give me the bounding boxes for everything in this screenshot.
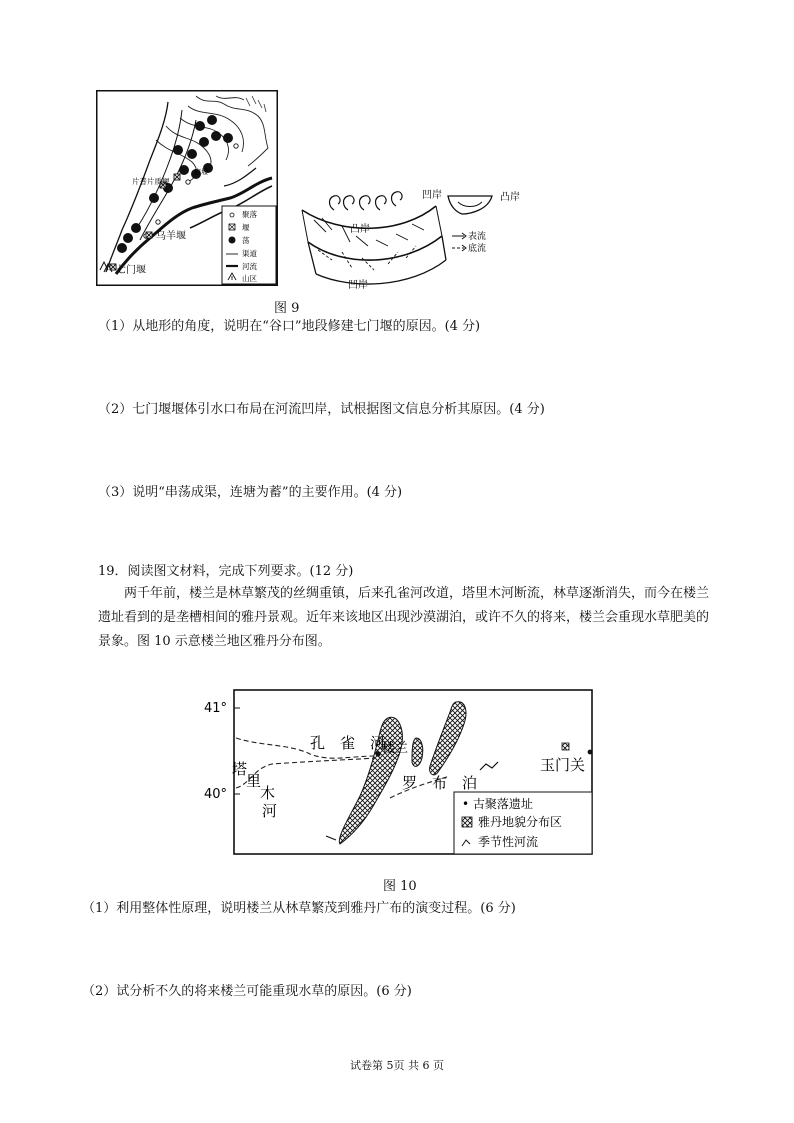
label-flow-bottom: 底流	[468, 244, 487, 254]
q18-sub1: （1）从地形的角度，说明在“谷口”地段修建七门堰的原因。(4 分)	[98, 319, 481, 334]
svg-text:聚落: 聚落	[242, 210, 257, 219]
q19-sub1: （1）利用整体性原理，说明楼兰从林草繁茂到雅丹广布的演变过程。(6 分)	[82, 901, 516, 916]
label-kongque: 孔 雀 河	[310, 734, 386, 752]
svg-text:渠道: 渠道	[242, 249, 257, 258]
label-yumenguan: 玉门关	[540, 756, 586, 774]
label-aobian-left: 凹岸	[422, 190, 442, 201]
label-talimu-4: 河	[262, 802, 278, 820]
svg-text:山区: 山区	[242, 274, 257, 283]
label-aobian-bottom: 凹岸	[348, 280, 368, 291]
label-talimu-3: 木	[260, 784, 276, 802]
q19-sub2: （2）试分析不久的将来楼兰可能重现水草的原因。(6 分)	[82, 984, 412, 999]
q18-sub2: （2）七门堰堰体引水口布局在河流凹岸，试根据图文信息分析其原因。(4 分)	[98, 402, 545, 417]
q19-paragraph: 两千年前，楼兰是林草繁茂的丝绸重镇，后来孔雀河改道，塔里木河断流，林草逐渐消失，而今在楼兰遗址看到的是垄槽相间的雅丹景观。近年来该地区出现沙漠湖泊，或许不久的将来，楼兰会重现水草肥美的景象。图 10 示意楼兰地区雅丹分布图。	[98, 586, 710, 649]
label-fudong: 府堰	[194, 168, 208, 176]
label-luobupo: 罗 布 泊	[402, 774, 478, 792]
label-tubian-top: 凸岸	[350, 224, 370, 235]
svg-text:河流: 河流	[242, 262, 257, 271]
label-pianchao: 片普片质堰	[132, 177, 170, 186]
svg-text:雅丹地貌分布区: 雅丹地貌分布区	[478, 815, 563, 829]
figure10-map	[200, 688, 600, 858]
svg-text:季节性河流: 季节性河流	[478, 835, 539, 849]
q19-title: 19．阅读图文材料，完成下列要求。(12 分)	[98, 564, 354, 579]
label-qimen: 七门堰	[116, 265, 146, 276]
label-flow-surface: 表流	[468, 232, 487, 242]
figure9-diagram	[292, 180, 532, 292]
label-talimu-2: 里	[246, 772, 262, 790]
svg-text:• 古聚落遗址: • 古聚落遗址	[462, 797, 533, 811]
svg-text:荡: 荡	[242, 236, 250, 245]
figure9-map	[96, 90, 278, 286]
svg-text:堰: 堰	[242, 223, 250, 232]
label-talimu-1: 塔	[232, 760, 248, 778]
q18-sub3: （3）说明“串荡成渠，连塘为蓄”的主要作用。(4 分)	[98, 485, 403, 500]
figure10-caption: 图 10	[383, 879, 417, 894]
label-loulan: 楼兰	[382, 741, 409, 756]
figure9-caption: 图 9	[274, 301, 300, 316]
label-tubian-right: 凸岸	[500, 192, 520, 203]
label-wuyang: 乌羊堰	[156, 231, 186, 242]
lat-40: 40°	[204, 787, 228, 802]
page-footer: 试卷第 5页 共 6 页	[350, 1059, 444, 1072]
lat-41: 41°	[204, 701, 228, 716]
